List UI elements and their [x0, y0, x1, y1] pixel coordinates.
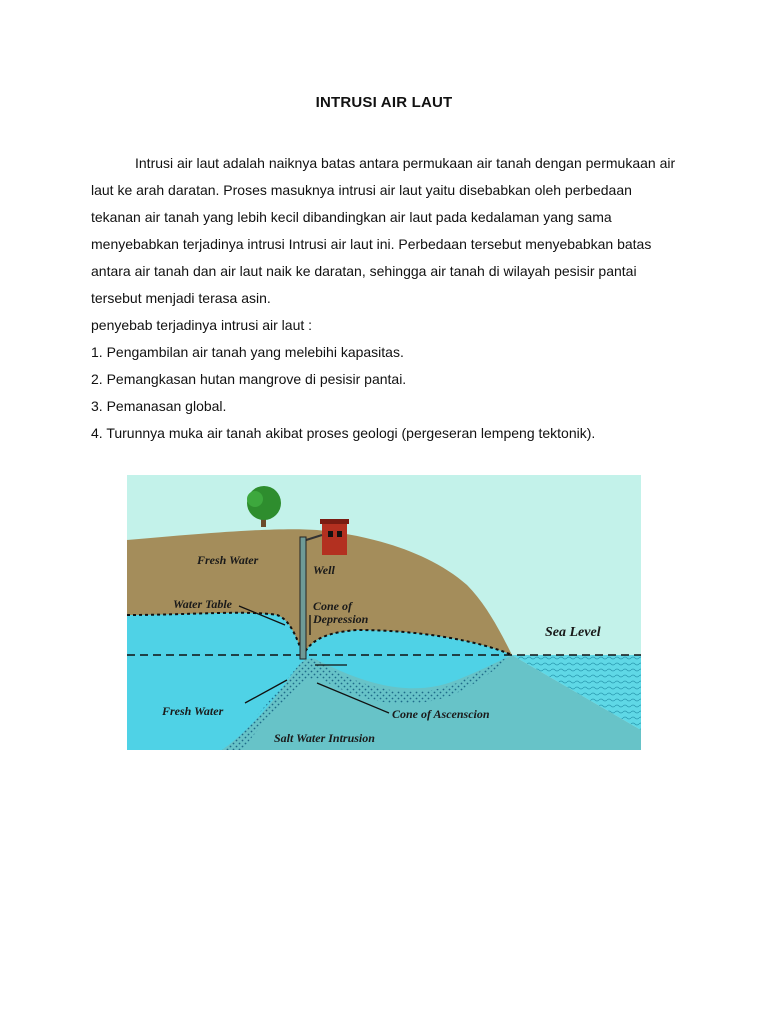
house-window-1 [328, 531, 333, 537]
label-fresh-water-top: Fresh Water [197, 553, 259, 567]
label-salt-water-intrusion: Salt Water Intrusion [274, 731, 375, 745]
house-roof [320, 519, 349, 524]
cause-item-1: 1. Pengambilan air tanah yang melebihi kapasitas. [91, 344, 404, 360]
label-cone-ascension: Cone of Ascenscion [392, 707, 490, 721]
label-cone-depression-2: Depression [313, 612, 369, 626]
well-pipe [300, 537, 306, 659]
cause-item-3: 3. Pemanasan global. [91, 398, 227, 414]
label-water-table: Water Table [173, 597, 232, 611]
cause-item-4: 4. Turunnya muka air tanah akibat proses geologi (pergeseran lempeng tektonik). [91, 425, 596, 441]
house-window-2 [337, 531, 342, 537]
house-icon [322, 523, 347, 555]
tree-crown-highlight [247, 491, 263, 507]
label-sea-level: Sea Level [545, 625, 601, 640]
label-fresh-water-bottom: Fresh Water [162, 704, 224, 718]
diagram-svg [127, 475, 641, 750]
document-body [91, 150, 681, 447]
cause-item-2: 2. Pemangkasan hutan mangrove di pesisir pantai. [91, 371, 407, 387]
label-well: Well [313, 563, 335, 577]
causes-heading: penyebab terjadinya intrusi air laut : [91, 317, 313, 333]
intro-paragraph: Intrusi air laut adalah naiknya batas antara permukaan air tanah dengan permukaan air laut ke arah daratan. Proses masuknya intrusi air laut yaitu disebabkan oleh perbedaan tekanan air tanah yang lebih kecil dibandingkan air laut pada kedalaman yang sama menyebabkan terjadinya intrusi Intrusi air laut ini. Perbedaan tersebut menyebabkan batas antara air tanah dan air laut naik ke daratan, sehingga air tanah di wilayah pesisir pantai tersebut menjadi terasa asin. [91, 155, 676, 306]
label-cone-depression-1: Cone of [313, 599, 352, 613]
document-title: INTRUSI AIR LAUT [315, 94, 453, 111]
intrusion-diagram [127, 475, 641, 750]
